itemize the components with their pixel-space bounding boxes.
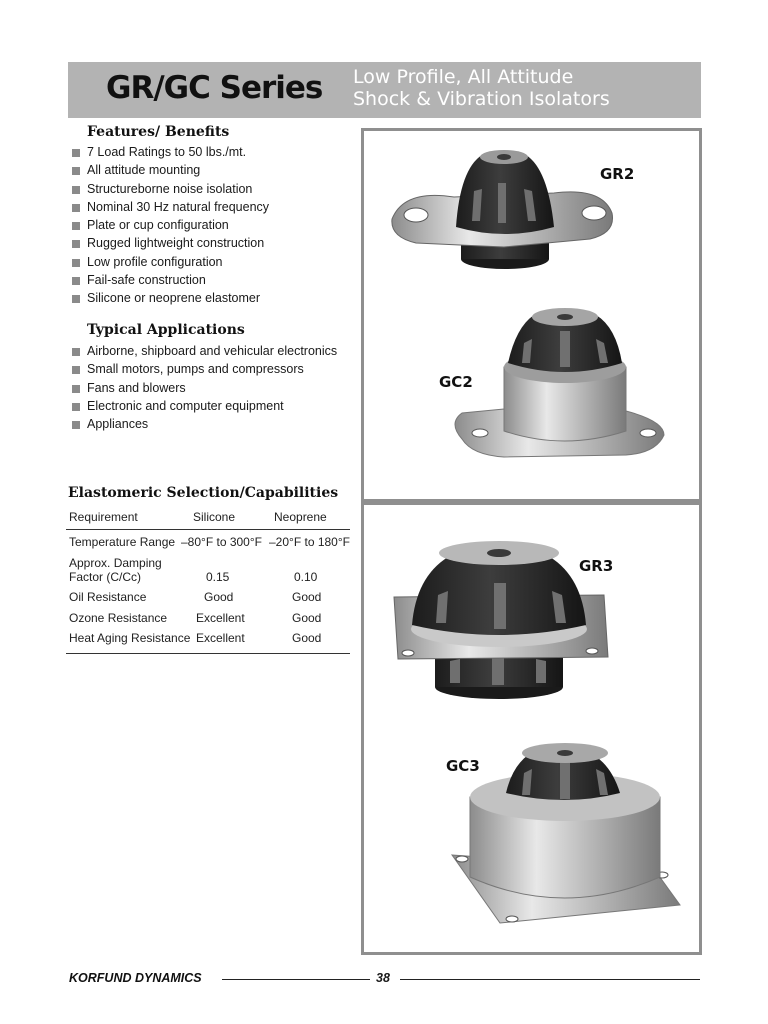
bullet-square-icon <box>72 403 80 411</box>
table-cell: Good <box>292 611 322 625</box>
list-item: Plate or cup configuration <box>72 216 269 234</box>
list-item: Nominal 30 Hz natural frequency <box>72 198 269 216</box>
photo-panel-top <box>361 128 702 502</box>
subtitle-line-1: Low Profile, All Attitude <box>353 66 574 88</box>
bullet-square-icon <box>72 149 80 157</box>
table-cell: Temperature Range <box>69 535 176 549</box>
list-item: Rugged lightweight construction <box>72 234 269 252</box>
bullet-square-icon <box>72 295 80 303</box>
bullet-square-icon <box>72 204 80 212</box>
gr3-label: GR3 <box>579 557 614 575</box>
table-rule <box>66 653 350 654</box>
bullet-square-icon <box>72 167 80 175</box>
table-rule <box>66 529 350 530</box>
gc2-label: GC2 <box>439 373 473 391</box>
table-cell: –80°F to 300°F <box>181 535 262 549</box>
list-item: Small motors, pumps and compressors <box>72 360 337 378</box>
gr2-gc2-illustration <box>364 131 699 499</box>
bullet-square-icon <box>72 421 80 429</box>
table-cell: Good <box>204 590 234 604</box>
bullet-square-icon <box>72 186 80 194</box>
list-item: All attitude mounting <box>72 161 269 179</box>
footer-rule-left <box>222 979 370 980</box>
table-cell: Excellent <box>196 631 245 645</box>
features-list <box>72 143 269 308</box>
table-cell: 0.10 <box>294 570 318 584</box>
gc3-isolator-image <box>452 743 680 923</box>
table-cell: Excellent <box>196 611 245 625</box>
list-item: Silicone or neoprene elastomer <box>72 289 269 307</box>
table-cell: Factor (C/Cc) <box>69 570 141 584</box>
list-item: Structureborne noise isolation <box>72 180 269 198</box>
photo-panel-bottom <box>361 502 702 955</box>
gc2-isolator-image <box>455 308 664 457</box>
bullet-square-icon <box>72 222 80 230</box>
series-title: GR/GC Series <box>106 70 323 106</box>
bullet-square-icon <box>72 385 80 393</box>
table-cell: 0.15 <box>206 570 230 584</box>
bullet-square-icon <box>72 240 80 248</box>
bullet-square-icon <box>72 259 80 267</box>
list-item: Electronic and computer equipment <box>72 397 337 415</box>
gr3-isolator-image <box>394 541 608 699</box>
page-number: 38 <box>376 971 390 985</box>
bullet-square-icon <box>72 277 80 285</box>
list-item: Fail-safe construction <box>72 271 269 289</box>
table-cell: Approx. Damping <box>69 556 162 570</box>
list-item: 7 Load Ratings to 50 lbs./mt. <box>72 143 269 161</box>
table-cell: Heat Aging Resistance <box>69 631 191 645</box>
table-cell: Good <box>292 631 322 645</box>
features-heading: Features/ Benefits <box>87 124 230 140</box>
list-item: Appliances <box>72 415 337 433</box>
gr2-label: GR2 <box>600 165 635 183</box>
table-heading: Elastomeric Selection/Capabilities <box>68 485 339 501</box>
column-header-neoprene: Neoprene <box>274 510 327 524</box>
list-item: Low profile configuration <box>72 253 269 271</box>
list-item: Airborne, shipboard and vehicular electronics <box>72 342 337 360</box>
bullet-square-icon <box>72 366 80 374</box>
table-cell: Oil Resistance <box>69 590 147 604</box>
list-item: Fans and blowers <box>72 379 337 397</box>
applications-heading: Typical Applications <box>87 322 245 338</box>
subtitle-line-2: Shock & Vibration Isolators <box>353 88 610 110</box>
footer-brand: KORFUND DYNAMICS <box>69 971 202 985</box>
bullet-square-icon <box>72 348 80 356</box>
applications-list <box>72 342 337 433</box>
footer-rule-right <box>400 979 700 980</box>
gr3-gc3-illustration <box>364 505 699 952</box>
table-cell: Good <box>292 590 322 604</box>
table-cell: Ozone Resistance <box>69 611 168 625</box>
column-header-silicone: Silicone <box>193 510 236 524</box>
gr2-isolator-image <box>392 150 613 269</box>
gc3-label: GC3 <box>446 757 480 775</box>
column-header-requirement: Requirement <box>69 510 138 524</box>
table-cell: –20°F to 180°F <box>269 535 350 549</box>
